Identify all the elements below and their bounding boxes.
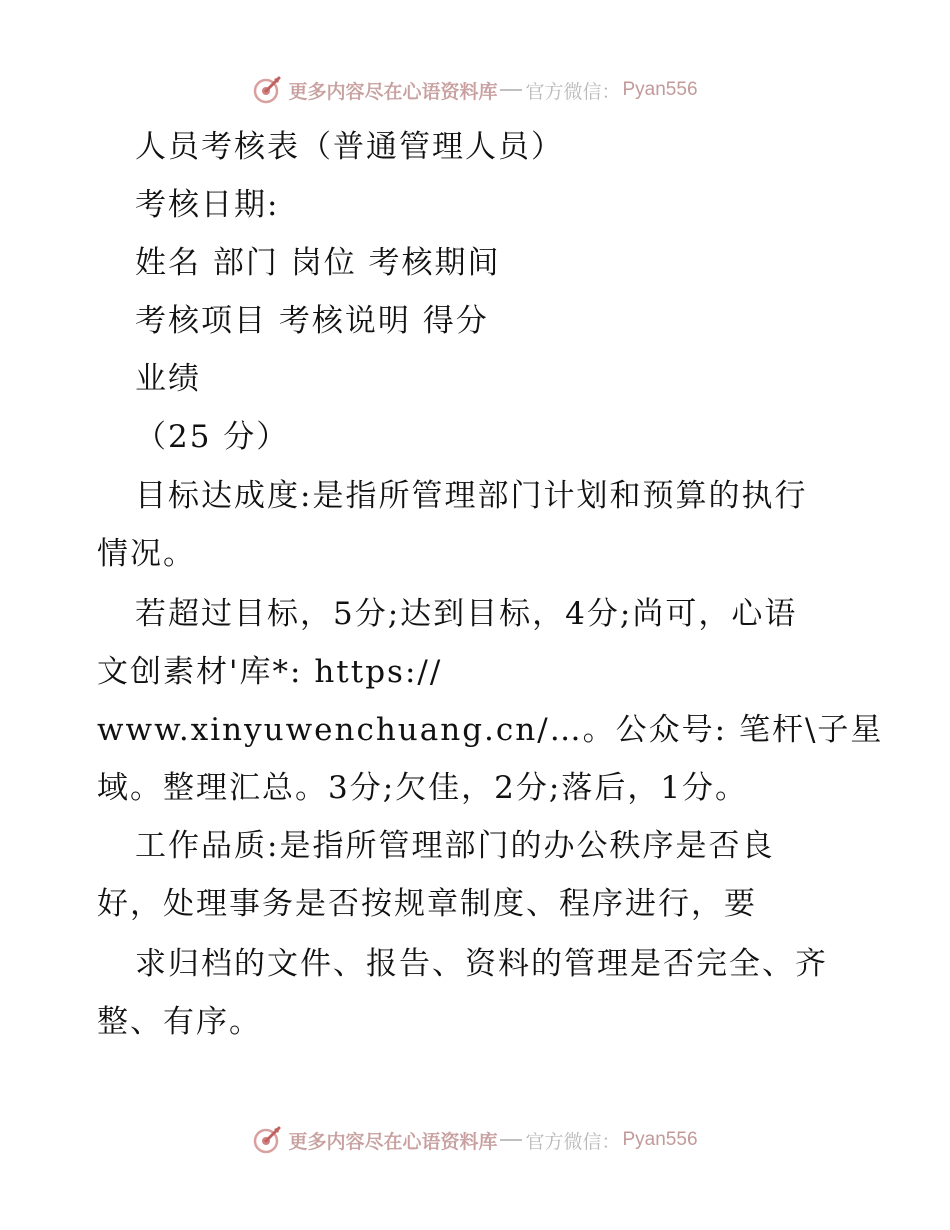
pen-logo-icon (252, 1125, 282, 1155)
table-columns-row: 考核项目 考核说明 得分 (135, 303, 489, 339)
watermark-wechat-id: Pyan556 (622, 79, 698, 100)
watermark-banner-bottom (0, 1120, 950, 1160)
paragraph-line: 若超过目标，5分;达到目标，4分;尚可，心语 (135, 596, 798, 632)
paragraph-line: 域。整理汇总。3分;欠佳，2分;落后，1分。 (97, 770, 749, 806)
watermark-dash (500, 89, 522, 91)
pen-logo-icon (252, 75, 282, 105)
document-title: 人员考核表（普通管理人员） (135, 129, 564, 165)
watermark-main-text: 更多内容尽在心语资料库 (288, 1130, 498, 1153)
paragraph-line: 目标达成度:是指所管理部门计划和预算的执行 (135, 478, 808, 514)
paragraph-line: 好，处理事务是否按规章制度、程序进行，要 (97, 886, 757, 922)
watermark-banner-top (0, 70, 950, 110)
watermark-official-label: 官方微信： (525, 80, 621, 103)
section-performance: 业绩 (135, 361, 201, 397)
section-points: （25 分） (135, 419, 290, 455)
header-fields-row: 姓名 部门 岗位 考核期间 (135, 245, 501, 281)
watermark-dash (500, 1139, 522, 1141)
paragraph-line: 文创素材'库*: https:// (97, 654, 443, 690)
review-date-label: 考核日期: (135, 187, 280, 223)
watermark-main-text: 更多内容尽在心语资料库 (288, 80, 498, 103)
paragraph-line: 工作品质:是指所管理部门的办公秩序是否良 (135, 828, 775, 864)
paragraph-line: 求归档的文件、报告、资料的管理是否完全、齐 (135, 946, 828, 982)
paragraph-line: www.xinyuwenchuang.cn/…。公众号: 笔杆\子星 (97, 712, 884, 748)
paragraph-line: 情况。 (97, 536, 196, 572)
watermark-wechat-id: Pyan556 (622, 1129, 698, 1150)
watermark-official-label: 官方微信： (525, 1130, 621, 1153)
paragraph-line: 整、有序。 (97, 1004, 262, 1040)
